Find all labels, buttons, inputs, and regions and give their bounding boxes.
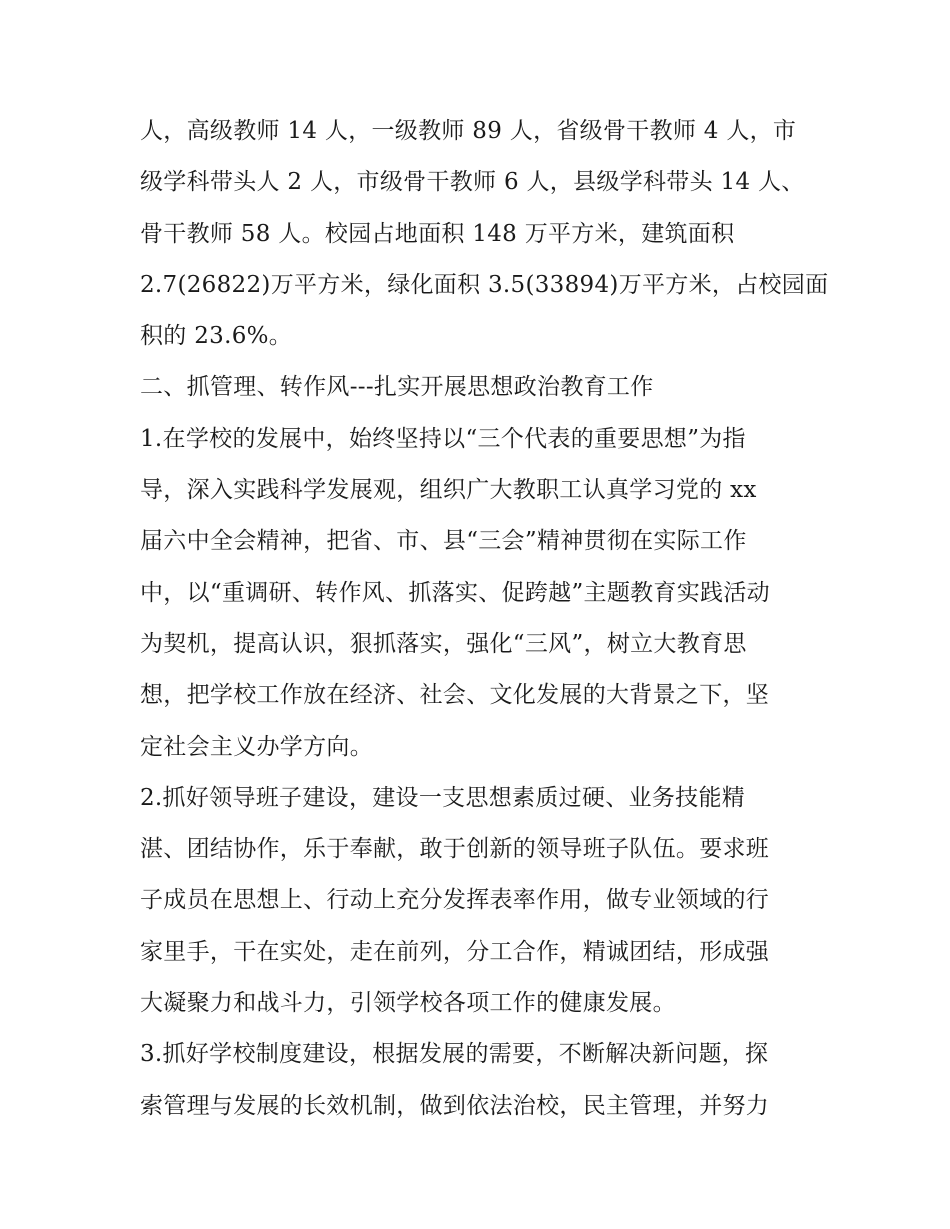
- document-body: [140, 106, 829, 1132]
- text-line: 2.抓好领导班子建设，建设一支思想素质过硬、业务技能精: [140, 784, 746, 811]
- text-line: 索管理与发展的长效机制，做到依法治校，民主管理，并努力: [140, 1092, 770, 1119]
- text-line: 积的 23.6%。: [140, 323, 293, 350]
- text-line: 为契机，提高认识，狠抓落实，强化“三风”，树立大教育思: [140, 630, 747, 657]
- section-heading: 二、抓管理、转作风---扎实开展思想政治教育工作: [140, 374, 654, 401]
- text-line: 3.抓好学校制度建设，根据发展的需要，不断解决新问题，探: [140, 1041, 769, 1068]
- text-line: 2.7(26822)万平方米，绿化面积 3.5(33894)万平方米，占校园面: [140, 271, 829, 298]
- text-line: 家里手，干在实处，走在前列，分工合作，精诚团结，形成强: [140, 938, 770, 965]
- text-line: 想，把学校工作放在经济、社会、文化发展的大背景之下，坚: [140, 682, 770, 709]
- text-line: 骨干教师 58 人。校园占地面积 148 万平方米，建筑面积: [140, 220, 735, 247]
- text-line: 定社会主义办学方向。: [140, 733, 373, 760]
- text-line: 大凝聚力和战斗力，引领学校各项工作的健康发展。: [140, 990, 676, 1017]
- text-line: 1.在学校的发展中，始终坚持以“三个代表的重要思想”为指: [140, 425, 746, 452]
- text-line: 人，高级教师 14 人，一级教师 89 人，省级骨干教师 4 人，市: [140, 118, 797, 144]
- text-line: 子成员在思想上、行动上充分发挥表率作用，做专业领域的行: [140, 887, 770, 914]
- text-line: 湛、团结协作，乐于奉献，敢于创新的领导班子队伍。要求班: [140, 836, 770, 863]
- text-line: 导，深入实践科学发展观，组织广大教职工认真学习党的 xx: [140, 477, 757, 504]
- text-line: 中，以“重调研、转作风、抓落实、促跨越”主题教育实践活动: [140, 579, 770, 606]
- text-line: 级学科带头人 2 人，市级骨干教师 6 人，县级学科带头 14 人、: [140, 169, 805, 196]
- text-line: 届六中全会精神，把省、市、县“三会”精神贯彻在实际工作: [140, 528, 747, 555]
